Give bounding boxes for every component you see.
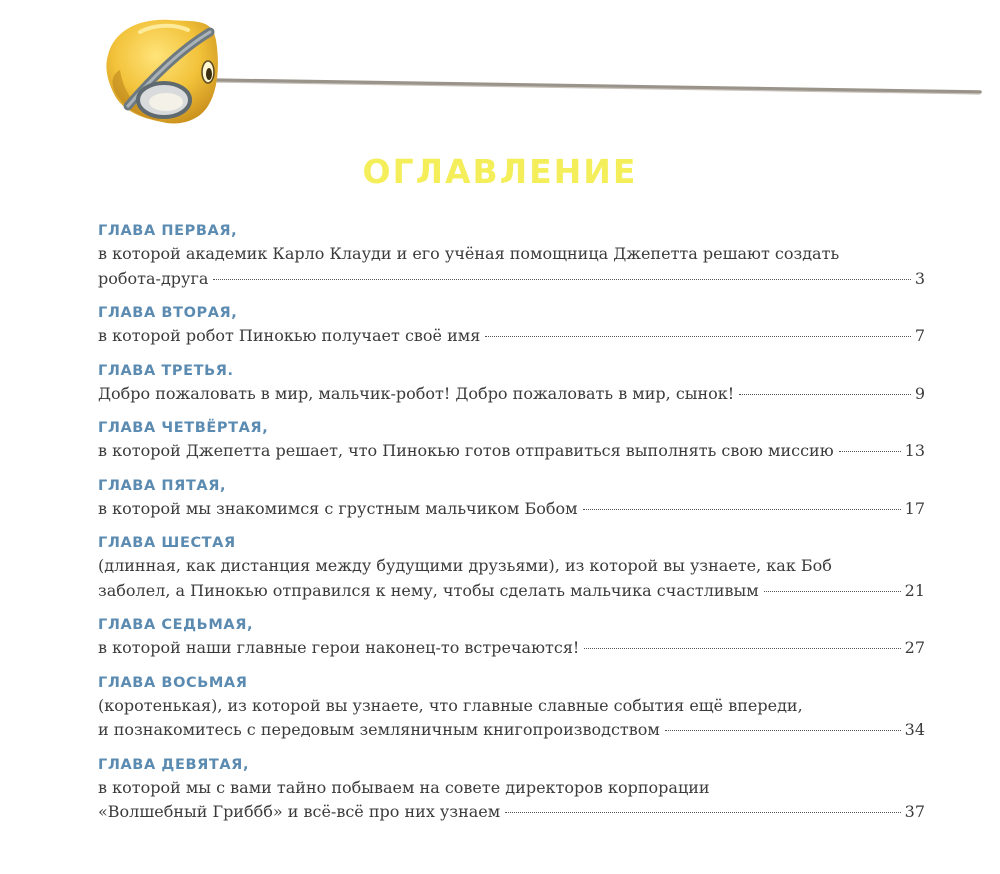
- chapter-description: [98, 382, 925, 407]
- chapter-title: ГЛАВА ДЕВЯТАЯ,: [98, 756, 250, 773]
- chapter-description: [98, 324, 925, 349]
- dot-leader: [764, 591, 901, 592]
- page-number: 3: [914, 268, 925, 288]
- chapter-description-text: в которой робот Пинокью получает своё имя: [98, 326, 481, 345]
- dot-leader: [584, 648, 900, 649]
- toc-entry: [98, 475, 925, 522]
- chapter-description: [98, 694, 925, 743]
- chapter-description-line: (коротенькая), из которой вы узнаете, что главные славные события ещё впереди,: [98, 695, 803, 715]
- page-number: 9: [914, 383, 925, 403]
- chapter-description-text: Добро пожаловать в мир, мальчик-робот! Добро пожаловать в мир, сынок!: [98, 383, 735, 403]
- page-number: 13: [904, 441, 925, 460]
- chapter-description-last-line: [98, 718, 925, 743]
- chapter-description: [98, 497, 925, 522]
- chapter-description-line: в которой академик Карло Клауди и его учёная помощница Джепетта решают создать: [98, 244, 840, 263]
- toc-entry: [98, 417, 925, 464]
- page-title: ОГЛАВЛЕНИЕ: [362, 152, 638, 191]
- chapter-title: ГЛАВА ШЕСТАЯ: [98, 535, 236, 551]
- chapter-title: ГЛАВА ВТОРАЯ,: [98, 305, 238, 321]
- chapter-description-line: (длинная, как дистанция между будущими друзьями), из которой вы узнаете, как Боб: [98, 556, 832, 575]
- page-number: 21: [904, 580, 925, 600]
- chapter-description: [98, 554, 925, 603]
- chapter-description-text: «Волшебный Гриббб» и всё-всё про них узнаем: [98, 802, 501, 821]
- chapter-title: ГЛАВА СЕДЬМАЯ,: [98, 617, 254, 633]
- dot-leader: [485, 336, 911, 337]
- chapter-description-text: робота-друга: [98, 268, 209, 288]
- toc-entry: [98, 672, 925, 743]
- chapter-description-text: в которой Джепетта решает, что Пинокью готов отправиться выполнять свою миссию: [98, 441, 834, 460]
- dot-leader: [839, 451, 901, 452]
- chapter-description-last-line: [98, 267, 925, 292]
- chapter-description: [98, 242, 925, 291]
- chapter-title: ГЛАВА ПЕРВАЯ,: [98, 223, 238, 239]
- chapter-description-last-line: [98, 497, 925, 522]
- page-number: 27: [904, 638, 925, 657]
- dot-leader: [583, 509, 901, 510]
- chapter-title: ГЛАВА ТРЕТЬЯ.: [98, 362, 234, 379]
- chapter-title: ГЛАВА ПЯТАЯ,: [98, 477, 227, 494]
- chapter-description-last-line: [98, 382, 925, 407]
- chapter-description-text: заболел, а Пинокью отправился к нему, чтобы сделать мальчика счастливым: [98, 580, 759, 600]
- chapter-description-text: в которой мы знакомимся с грустным мальчиком Бобом: [98, 498, 578, 518]
- toc-entry: [98, 532, 925, 603]
- dot-leader: [739, 394, 911, 395]
- chapter-description-last-line: [98, 636, 925, 661]
- chapter-title: ГЛАВА ВОСЬМАЯ: [98, 674, 248, 691]
- yellow-creature-icon: [100, 10, 985, 140]
- dot-leader: [665, 730, 901, 731]
- chapter-description-last-line: [98, 579, 925, 604]
- toc-entry: [98, 220, 925, 291]
- chapter-title: ГЛАВА ЧЕТВЁРТАЯ,: [98, 420, 269, 436]
- table-of-contents: [98, 220, 925, 836]
- chapter-description-text: и познакомитесь с передовым земляничным книгопроизводством: [98, 720, 660, 739]
- toc-entry: [98, 754, 925, 825]
- page-number: 37: [904, 802, 925, 821]
- chapter-description-last-line: [98, 800, 925, 825]
- chapter-description-last-line: [98, 439, 925, 464]
- chapter-description: [98, 636, 925, 661]
- page-number: 7: [914, 326, 925, 345]
- chapter-description: [98, 776, 925, 825]
- page-number: 34: [904, 720, 925, 739]
- chapter-description-last-line: [98, 324, 925, 349]
- chapter-description-text: в которой наши главные герои наконец-то встречаются!: [98, 638, 580, 657]
- toc-entry: [98, 614, 925, 661]
- dot-leader: [213, 279, 910, 280]
- toc-entry: [98, 302, 925, 349]
- page-number: 17: [904, 498, 925, 518]
- toc-entry: [98, 360, 925, 407]
- chapter-description-line: в которой мы с вами тайно побываем на совете директоров корпорации: [98, 777, 710, 797]
- header-illustration: [100, 10, 985, 140]
- dot-leader: [505, 812, 900, 813]
- chapter-description: [98, 439, 925, 464]
